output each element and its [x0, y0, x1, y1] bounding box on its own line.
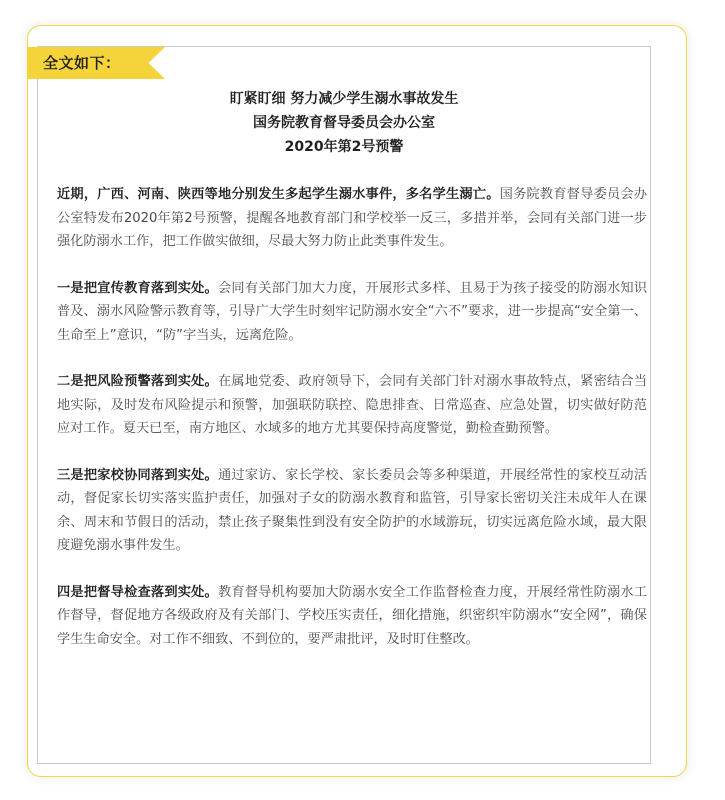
- document-issuer: 国务院教育督导委员会办公室: [253, 115, 435, 131]
- paragraph-point-3: [57, 464, 647, 558]
- paragraph-lead: 一是把宣传教育落到实处。: [57, 280, 218, 296]
- paragraph-lead: 二是把风险预警落到实处。: [57, 374, 218, 389]
- paragraph-text: 会同有关部门加大力度，开展形式多样、且易于为孩子接受的防溺水知识普及、溺水风险警示教育等，引导广大学生时刻牢记防溺水安全“六不”要求，进一步提高“安全第一、生命至上”意识，“防”字当头，远离危险。: [57, 280, 648, 343]
- paragraph-text: 国务院教育督导委员会办公室特发布2020年第2号预警，提醒各地教育部门和学校举一反三，多措并举，会同有关部门进一步强化防溺水工作，把工作做实做细，尽最大努力防止此类事件发生。: [57, 187, 648, 249]
- paragraph-intro: [57, 183, 647, 254]
- paragraph-text: 通过家访、家长学校、家长委员会等多种渠道，开展经常性的家校互动活动，督促家长切实落实监护责任，加强对子女的防溺水教育和监管，引导家长密切关注未成年人在课余、周末和节假日的活动，禁止孩子聚集性到没有安全防护的水域游玩，切实远离危险水域，最大限度避免溺水事件发生。: [57, 467, 648, 553]
- paragraph-text: 在属地党委、政府领导下，会同有关部门针对溺水事故特点，紧密结合当地实际，及时发布风险提示和预警，加强联防联控、隐患排查、日常巡查、应急处置，切实做好防范应对工作。夏天已至，南方地区、水域多的地方尤其要保持高度警觉，勤检查勤预警。: [57, 374, 648, 436]
- banner-label: 全文如下：: [43, 54, 121, 72]
- paragraph-text: 教育督导机构要加大防溺水安全工作监督检查力度，开展经常性防溺水工作督导，督促地方各级政府及有关部门、学校压实责任，细化措施，织密织牢防溺水“安全网”，确保学生生命安全。对工作不细致、不到位的，要严肃批评，及时盯住整改。: [57, 584, 648, 647]
- paragraph-point-1: [57, 277, 647, 348]
- document-body: [57, 183, 647, 674]
- paragraph-lead: 三是把家校协同落到实处。: [57, 467, 218, 483]
- paragraph-point-2: [57, 370, 647, 441]
- paragraph-point-4: [57, 581, 647, 652]
- document-title: 盯紧盯细 努力减少学生溺水事故发生: [229, 91, 459, 107]
- paragraph-lead: 四是把督导检查落到实处。: [57, 584, 218, 600]
- paragraph-lead: 近期，广西、河南、陕西等地分别发生多起学生溺水事件，多名学生溺亡。: [57, 187, 500, 202]
- warning-number: 2020年第2号预警: [284, 139, 404, 155]
- document-heading: [37, 87, 651, 159]
